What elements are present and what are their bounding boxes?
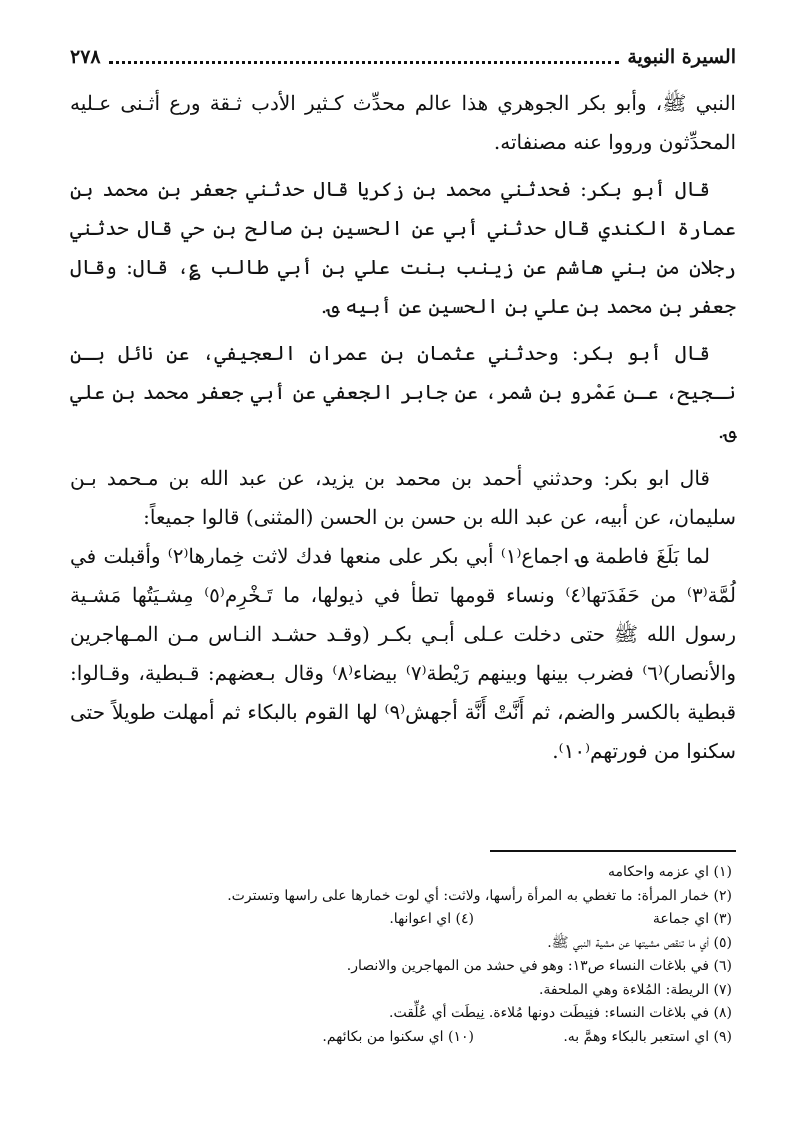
footnote-7: (٧) الريطة: المُلاءة وهي الملحفة. [538, 981, 732, 998]
paragraph-3: قال أبو بكر: وحدثني عثمان بن عمران العجيفي، عن نائل بـن نـجيح، عـن عَمْرو بن شمر، عن جابر الجعفي عن أبي جعفر محمد بن علي ؈. [70, 341, 736, 443]
paragraph-5: لما بَلَغَ فاطمة ؈ اجماع⁽١⁾ أبي بكر على منعها فدك لاثت خِمارها⁽٢⁾ وأقبلت في لُمَّة⁽٣⁾ من حَفَدَتها⁽٤⁾ ونساء قومها تطأ في ذيولها، ما تَـخْرِم⁽٥⁾ مِشـيَتُها مَشـية رسول الله ﷺ حتى دخلت عـلى أبـي بكـر (وقـد حشـد النـاس مـن المـهاجرين والأنصار)⁽٦⁾ فضرب بينها وبينهم رَيْطة⁽٧⁾ بيضاء⁽٨⁾ وقال بـعضهم: قـبطية، وقـالوا: قبطية بالكسر والضم، ثم أَنَّتْ أَنَّة أجهش⁽٩⁾ لها القوم بالبكاء ثم أمهلت طويلاً حتى سكنوا من فورتهم⁽١٠⁾. [70, 544, 737, 763]
footnote-row-3-4 [70, 908, 732, 932]
footnote-separator [490, 850, 736, 852]
paragraph-2: قال أبو بكر: فحدثني محمد بن زكريا قال حدثني جعفر بن محمد بن عمارة الكندي قال حدثني أبي عن الحسين بن صالح بن حي قال حدثني رجلان من بني هاشم عن زينب بنت علي بن أبي طالب ؏، قال: وقال جعفر بن محمد بن علي بن الحسين عن أبيه ؈. [70, 177, 736, 318]
footnote-4: (٤) اي اعوانها. [389, 911, 474, 927]
paragraph-1: النبي ﷺ، وأبو بكر الجوهري هذا عالم محدِّث كـثير الأدب ثـقة ورع أثـنى عـليه المحدِّثون ورووا عنه مصنفاته. [70, 91, 736, 154]
footnote-row-9-10 [70, 1026, 732, 1050]
footnotes [70, 861, 732, 1049]
running-title: السيرة النبوية [627, 46, 736, 68]
page-number: ٢٧٨ [70, 46, 101, 68]
footnote-8: (٨) في بلاغات النساء: فنِيطَت دونها مُلاءة. نِيطَت أي عُلِّقت. [389, 1005, 732, 1021]
footnote-5: (٥) أي ما تنقص مشيتها عن مشية النبي ﷺ. [547, 934, 732, 951]
main-text [70, 84, 736, 771]
header-dot-leader [109, 51, 620, 64]
footnote-10: (١٠) اي سكنوا من بكائهم. [322, 1028, 474, 1045]
paragraph-4: قال ابو بكر: وحدثني أحمد بن محمد بن يزيد، عن عبد الله بن مـحمد بـن سليمان، عن أبيه، عن عبد الله بن حسن بن الحسن (المثنى) قالوا جميعاً: [70, 466, 736, 529]
running-header [70, 40, 736, 74]
footnote-1: (١) اي عزمه واحكامه [607, 864, 732, 880]
footnote-2: (٢) خمار المرأة: ما تغطي به المرأة رأسها، ولاثت: أي لوت خمارها على راسها وتسترت. [227, 887, 732, 904]
footnote-9: (٩) اي استعبر بالبكاء وهمَّ به. [563, 1028, 732, 1045]
footnote-3: (٣) اي جماعة [652, 911, 732, 927]
footnote-6: (٦) في بلاغات النساء ص١٣: وهو في حشد من المهاجرين والانصار. [346, 958, 732, 974]
